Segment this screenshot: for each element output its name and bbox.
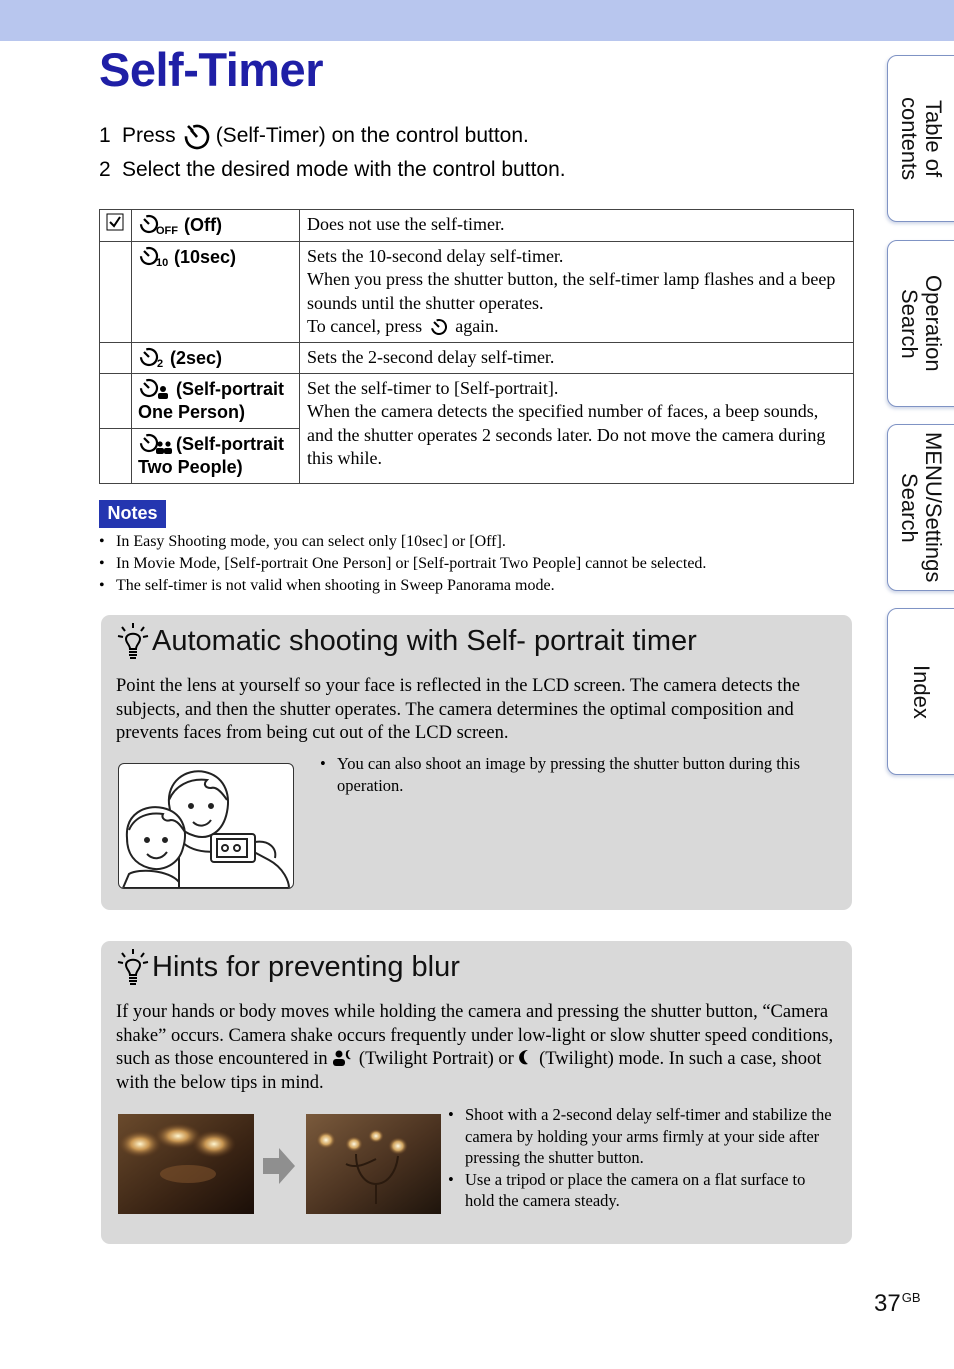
hint-bullet-list <box>320 753 835 796</box>
hint-title-text: Hints for preventing blur <box>152 950 460 983</box>
description-line: Sets the 2-second delay self-timer. <box>307 346 555 367</box>
lightbulb-hint-icon <box>116 947 150 987</box>
paragraph-text: (Twilight) mode. In such a case, shoot with the below tips in mind. <box>116 1049 822 1093</box>
mode-label: (Self-portrait <box>176 433 284 454</box>
lightbulb-hint-icon <box>116 621 150 661</box>
tab-operation-search[interactable] <box>887 240 954 407</box>
tab-label: Operation Search <box>897 275 946 372</box>
mode-label: (2sec) <box>170 347 223 368</box>
step-2 <box>99 158 566 182</box>
tab-label-wrap <box>888 609 954 774</box>
svg-text:OFF: OFF <box>156 225 178 235</box>
tab-index[interactable] <box>887 608 954 775</box>
mode-label: Two People) <box>138 456 243 477</box>
twilight-moon-icon <box>518 1049 534 1067</box>
default-check-cell <box>100 210 132 242</box>
step-text: (Self-Timer) on the control button. <box>215 124 529 147</box>
mode-label: (10sec) <box>174 246 237 267</box>
cancel-text: To cancel, press <box>307 316 423 336</box>
cancel-text: again. <box>455 316 499 336</box>
mode-label: (Self-portrait <box>176 378 284 399</box>
step-1 <box>99 121 529 151</box>
sharp-chandelier-photo <box>306 1114 441 1214</box>
step-text: Select the desired mode with the control button. <box>122 158 566 181</box>
description-line: Sets the 10-second delay self-timer. <box>307 245 564 266</box>
table-row <box>100 342 854 373</box>
mode-description <box>300 342 854 373</box>
twilight-portrait-icon <box>332 1048 354 1066</box>
description-line <box>307 315 846 339</box>
tab-label: MENU/Settings Search <box>897 432 946 583</box>
step-number: 1 <box>99 124 111 147</box>
self-portrait-one-icon <box>138 377 172 399</box>
self-portrait-illustration <box>118 763 294 889</box>
mode-label: (Off) <box>184 215 222 235</box>
check-icon <box>106 213 124 231</box>
self-timer-off-icon <box>138 213 180 235</box>
notes-list <box>99 531 706 597</box>
tab-label-wrap <box>888 241 954 406</box>
paragraph-text: If your hands or body moves while holding the camera and pressing the shutter button, “Camera shake” occurs. Camera shake occurs frequently under low-light or slow shutter speed conditions, such as those encountered in <box>116 1002 834 1069</box>
mode-description <box>300 373 854 483</box>
tab-menu-settings-search[interactable] <box>887 424 954 591</box>
tab-label: Table of contents <box>897 96 946 181</box>
mode-description <box>300 241 854 342</box>
mode-description <box>300 210 854 242</box>
hint-paragraph <box>116 1001 836 1095</box>
tab-label: Index <box>909 664 934 719</box>
hint-title-text: Automatic shooting with Self- portrait timer <box>152 624 697 657</box>
mode-label-cell <box>132 428 300 483</box>
svg-text:10: 10 <box>156 256 169 267</box>
hint-bullet: • You can also shoot an image by pressing the shutter button during this operation. <box>320 753 835 796</box>
self-timer-mode-table <box>99 209 854 484</box>
svg-text:2: 2 <box>157 357 164 368</box>
hint-bullet: • Use a tripod or place the camera on a flat surface to hold the camera steady. <box>448 1169 836 1212</box>
self-timer-icon <box>182 121 212 151</box>
people-with-camera-illustration <box>119 764 293 888</box>
paragraph-text: (Twilight Portrait) or <box>358 1049 514 1069</box>
note-item: • In Movie Mode, [Self-portrait One Person] or [Self-portrait Two People] cannot be selected. <box>99 553 706 575</box>
mode-label: One Person) <box>138 401 246 422</box>
description-line: Set the self-timer to [Self-portrait]. <box>307 377 559 398</box>
check-cell <box>100 373 132 428</box>
mode-label-cell <box>132 241 300 342</box>
note-item: • In Easy Shooting mode, you can select only [10sec] or [Off]. <box>99 531 706 553</box>
sharp-photo-example <box>306 1114 441 1214</box>
tab-table-of-contents[interactable] <box>887 55 954 222</box>
mode-label-cell <box>132 342 300 373</box>
page-number-value: 37 <box>874 1290 901 1317</box>
hint-title <box>116 621 697 661</box>
mode-label-cell <box>132 373 300 428</box>
page-number <box>874 1290 921 1318</box>
table-row <box>100 210 854 242</box>
page-number-suffix: GB <box>901 1290 921 1305</box>
note-item: • The self-timer is not valid when shooting in Sweep Panorama mode. <box>99 575 706 597</box>
step-number: 2 <box>99 158 111 181</box>
hint-bullet: • Shoot with a 2-second delay self-timer and stabilize the camera by holding your arms firmly at your side after pressing the shutter button. <box>448 1104 836 1169</box>
table-row <box>100 373 854 428</box>
description-line: When you press the shutter button, the self-timer lamp flashes and a beep sounds until the shutter operates. <box>307 269 836 313</box>
self-portrait-two-icon <box>138 432 172 454</box>
step-text: Press <box>122 124 176 147</box>
hint-box-self-portrait <box>101 615 852 910</box>
tab-label-wrap <box>888 425 954 590</box>
blurred-chandelier-photo <box>118 1114 254 1214</box>
arrow-right-icon <box>263 1148 295 1184</box>
hint-bullet-list <box>448 1104 836 1212</box>
check-cell <box>100 428 132 483</box>
hint-box-blur <box>101 941 852 1244</box>
description-line: When the camera detects the specified number of faces, a beep sounds, and the shutter operates 2 seconds later. Do not move the camera during this while. <box>307 401 826 468</box>
hint-title <box>116 947 460 987</box>
self-timer-2-icon <box>138 346 166 368</box>
self-timer-icon <box>429 316 449 336</box>
self-timer-10-icon <box>138 245 170 267</box>
page-title: Self-Timer <box>99 43 323 96</box>
tab-label-wrap <box>888 56 954 221</box>
hint-paragraph: Point the lens at yourself so your face is reflected in the LCD screen. The camera detects the subjects, and then the shutter operates. The camera determines the optimal composition and prevents faces from being cut out of the LCD screen. <box>116 676 800 743</box>
check-cell <box>100 241 132 342</box>
check-cell <box>100 342 132 373</box>
description-line: Does not use the self-timer. <box>307 214 505 234</box>
top-banner <box>0 0 954 41</box>
blurred-photo-example <box>118 1114 254 1214</box>
mode-label-cell <box>132 210 300 242</box>
table-row <box>100 241 854 342</box>
notes-badge: Notes <box>99 500 166 528</box>
